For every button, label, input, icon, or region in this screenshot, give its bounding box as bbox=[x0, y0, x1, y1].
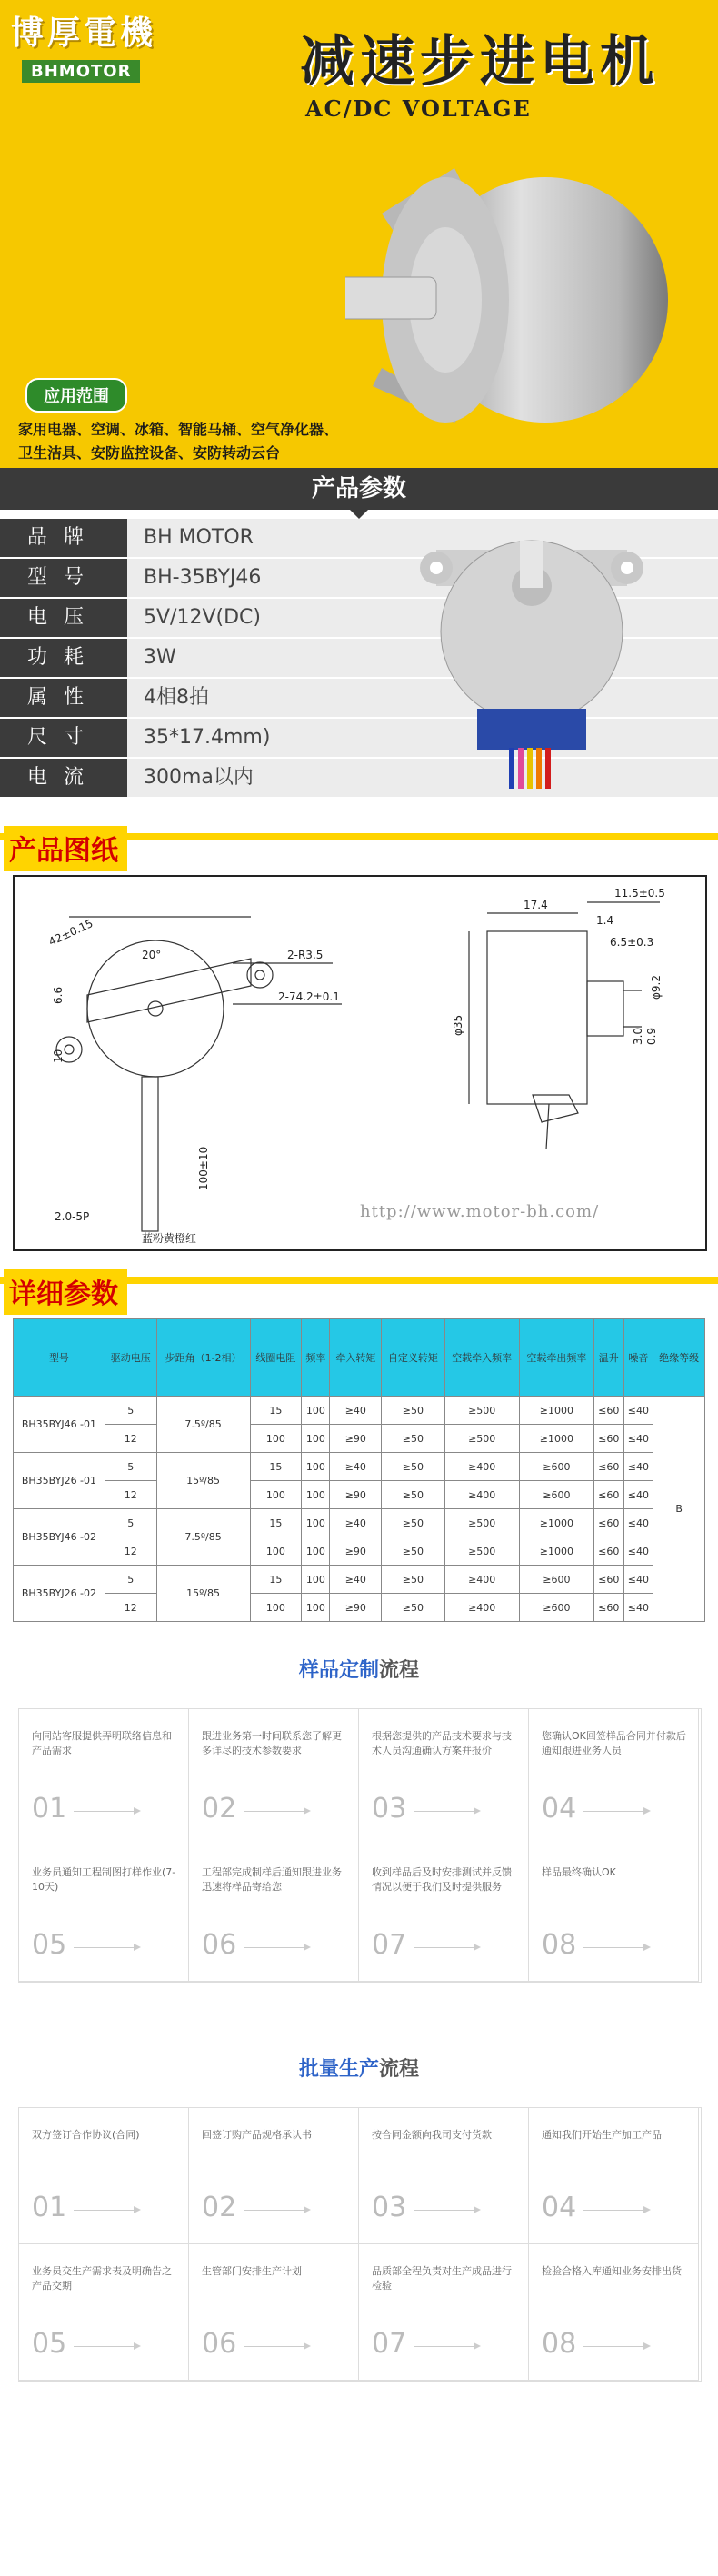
application-label: 应用范围 bbox=[25, 378, 127, 413]
spec-model: BH35BYJ46 -02 bbox=[14, 1509, 105, 1566]
flow-step-number: 07 bbox=[372, 1929, 407, 1961]
website-watermark: http://www.motor-bh.com/ bbox=[360, 1202, 600, 1221]
arrow-icon bbox=[583, 2346, 649, 2347]
dim-label: 42±0.15 bbox=[46, 917, 95, 949]
spec-cell: ≥40 bbox=[330, 1509, 382, 1537]
dim-label: 3.0 bbox=[632, 1027, 644, 1045]
flow-step-number: 01 bbox=[32, 2192, 67, 2223]
spec-cell: 100 bbox=[302, 1509, 330, 1537]
arrow-icon bbox=[74, 1811, 139, 1812]
arrow-icon bbox=[244, 1811, 309, 1812]
spec-row bbox=[14, 1566, 705, 1594]
flow-step-text: 通知我们开始生产加工产品 bbox=[542, 2129, 662, 2141]
spec-row bbox=[14, 1537, 705, 1566]
spec-cell: ≤60 bbox=[593, 1397, 623, 1425]
flow-step-text: 生管部门安排生产计划 bbox=[202, 2265, 302, 2277]
spec-header-cell: 空载牵入频率 bbox=[444, 1319, 519, 1397]
spec-cell: ≥500 bbox=[444, 1509, 519, 1537]
spec-cell: 100 bbox=[302, 1537, 330, 1566]
flow-step bbox=[359, 1709, 529, 1845]
wire-colors-label: 蓝粉黄橙红 bbox=[142, 1232, 197, 1245]
spec-cell: 12 bbox=[105, 1425, 156, 1453]
arrow-icon bbox=[583, 1811, 649, 1812]
flow-step bbox=[19, 2244, 189, 2381]
flow-step bbox=[529, 2108, 699, 2244]
spec-cell: ≥600 bbox=[519, 1453, 593, 1481]
spec-header-row bbox=[14, 1319, 705, 1397]
spec-cell: ≥40 bbox=[330, 1397, 382, 1425]
spec-header-cell: 绝缘等级 bbox=[653, 1319, 705, 1397]
spec-cell: ≤60 bbox=[593, 1481, 623, 1509]
spec-cell: 5 bbox=[105, 1397, 156, 1425]
drawing-title: 产品图纸 bbox=[4, 826, 127, 871]
spec-header-cell: 自定义转矩 bbox=[382, 1319, 444, 1397]
spec-cell: ≥50 bbox=[382, 1566, 444, 1594]
flow-step-text: 按合同金额向我司支付货款 bbox=[372, 2129, 492, 2141]
flow1-title-b: 流程 bbox=[379, 1659, 420, 1682]
spec-cell: 12 bbox=[105, 1594, 156, 1622]
spec-row bbox=[14, 1594, 705, 1622]
spec-cell: ≥400 bbox=[444, 1453, 519, 1481]
flow-step bbox=[529, 1845, 699, 1982]
params-title: 产品参数 bbox=[311, 475, 406, 502]
flow2-title-b: 流程 bbox=[379, 2058, 420, 2081]
spec-cell: ≥1000 bbox=[519, 1397, 593, 1425]
spec-cell: ≤40 bbox=[623, 1566, 653, 1594]
spec-cell: ≤40 bbox=[623, 1481, 653, 1509]
flow-step-number: 03 bbox=[372, 2192, 407, 2223]
spec-cell: ≥500 bbox=[444, 1397, 519, 1425]
arrow-icon bbox=[244, 2210, 309, 2211]
spec-title: 详细参数 bbox=[4, 1269, 127, 1315]
spec-cell: 15 bbox=[250, 1509, 302, 1537]
dim-label: φ9.2 bbox=[650, 975, 663, 1000]
hero-title: 减速步进电机 bbox=[300, 30, 660, 94]
flow-step bbox=[19, 1709, 189, 1845]
flow-step-number: 05 bbox=[32, 2328, 67, 2360]
flow-step bbox=[189, 2108, 359, 2244]
flow-step-text: 业务员交生产需求表及明确告之产品交期 bbox=[32, 2265, 172, 2292]
flow-step-number: 07 bbox=[372, 2328, 407, 2360]
dim-label: 6.5±0.3 bbox=[610, 936, 654, 949]
spec-cell: ≥500 bbox=[444, 1425, 519, 1453]
spec-cell: ≥90 bbox=[330, 1425, 382, 1453]
flow-step-text: 品质部全程负责对生产成品进行检验 bbox=[372, 2265, 512, 2292]
spec-cell: ≤40 bbox=[623, 1509, 653, 1537]
params-table bbox=[0, 510, 718, 826]
arrow-icon bbox=[244, 2346, 309, 2347]
spec-model: BH35BYJ46 -01 bbox=[14, 1397, 105, 1453]
spec-angle: 15º/85 bbox=[156, 1453, 250, 1509]
spec-cell: ≤60 bbox=[593, 1537, 623, 1566]
flow-step-number: 06 bbox=[202, 1929, 237, 1961]
arrow-icon bbox=[414, 2346, 479, 2347]
spec-cell: ≥90 bbox=[330, 1481, 382, 1509]
param-value: 35*17.4mm) bbox=[144, 726, 271, 749]
flow-step-number: 01 bbox=[32, 1793, 67, 1825]
flow-step-number: 02 bbox=[202, 1793, 237, 1825]
spec-model: BH35BYJ26 -01 bbox=[14, 1453, 105, 1509]
flow-step-number: 08 bbox=[542, 1929, 577, 1961]
flow-step-number: 04 bbox=[542, 2192, 577, 2223]
arrow-icon bbox=[583, 1947, 649, 1948]
flow-step-text: 跟进业务第一时间联系您了解更多详尽的技术参数要求 bbox=[202, 1730, 342, 1756]
spec-cell: ≥1000 bbox=[519, 1425, 593, 1453]
flow-step bbox=[189, 1709, 359, 1845]
spec-header-cell: 驱动电压 bbox=[105, 1319, 156, 1397]
param-key: 电流 bbox=[0, 759, 127, 797]
spec-cell: ≥40 bbox=[330, 1453, 382, 1481]
spec-cell: 15 bbox=[250, 1453, 302, 1481]
dim-label: 17.4 bbox=[524, 899, 548, 911]
spec-cell: 15 bbox=[250, 1397, 302, 1425]
dim-label: 2-R3.5 bbox=[287, 949, 324, 961]
param-key: 型号 bbox=[0, 559, 127, 597]
spec-cell: 12 bbox=[105, 1537, 156, 1566]
drawing-lines bbox=[15, 877, 705, 1249]
param-key: 尺寸 bbox=[0, 719, 127, 757]
motor-thumbnail bbox=[418, 522, 645, 795]
flow-step-text: 工程部完成制样后通知跟进业务迅速将样品寄给您 bbox=[202, 1866, 342, 1893]
spec-cell: ≤60 bbox=[593, 1566, 623, 1594]
spec-table bbox=[13, 1318, 705, 1622]
param-value: 3W bbox=[144, 646, 176, 669]
flow-step-text: 向同站客服提供弄明联络信息和产品需求 bbox=[32, 1730, 172, 1756]
dim-label: 2.0-5P bbox=[55, 1210, 90, 1223]
spec-header-cell: 温升 bbox=[593, 1319, 623, 1397]
spec-cell: 5 bbox=[105, 1566, 156, 1594]
flow1-title bbox=[0, 1655, 718, 1683]
spec-header bbox=[0, 1269, 718, 1318]
spec-cell: ≤40 bbox=[623, 1425, 653, 1453]
spec-cell: ≥600 bbox=[519, 1481, 593, 1509]
spec-cell: 5 bbox=[105, 1509, 156, 1537]
flow1-grid bbox=[18, 1708, 702, 1983]
spec-cell: ≥90 bbox=[330, 1537, 382, 1566]
flow-step bbox=[359, 2108, 529, 2244]
flow-step-text: 双方签订合作协议(合同) bbox=[32, 2129, 140, 2141]
dim-label: 6.6 bbox=[52, 986, 65, 1004]
spec-cell: 12 bbox=[105, 1481, 156, 1509]
spec-cell: 5 bbox=[105, 1453, 156, 1481]
arrow-icon bbox=[74, 1947, 139, 1948]
spec-cell: ≥600 bbox=[519, 1566, 593, 1594]
arrow-icon bbox=[414, 2210, 479, 2211]
flow-step bbox=[19, 2108, 189, 2244]
brand-logo-cn: 博厚電機 bbox=[11, 15, 157, 52]
spec-cell: ≤40 bbox=[623, 1537, 653, 1566]
flow-step-number: 08 bbox=[542, 2328, 577, 2360]
spec-row bbox=[14, 1397, 705, 1425]
hero-banner bbox=[0, 0, 718, 468]
brand-logo-en: BHMOTOR bbox=[22, 60, 140, 83]
spec-cell: ≥500 bbox=[444, 1537, 519, 1566]
spec-cell: ≥1000 bbox=[519, 1509, 593, 1537]
flow-step-number: 05 bbox=[32, 1929, 67, 1961]
param-value: 4相8拍 bbox=[144, 686, 209, 709]
spec-header-cell: 步距角（1-2相） bbox=[156, 1319, 250, 1397]
param-value: BH-35BYJ46 bbox=[144, 566, 262, 589]
spec-model: BH35BYJ26 -02 bbox=[14, 1566, 105, 1622]
spec-cell: ≥1000 bbox=[519, 1537, 593, 1566]
spec-cell: ≥400 bbox=[444, 1481, 519, 1509]
spec-header-cell: 牵入转矩 bbox=[330, 1319, 382, 1397]
dim-label: 20° bbox=[142, 949, 162, 961]
spec-angle: 15º/85 bbox=[156, 1566, 250, 1622]
spec-cell: ≤60 bbox=[593, 1509, 623, 1537]
flow-step-text: 检验合格入库通知业务安排出货 bbox=[542, 2265, 682, 2277]
technical-drawing bbox=[13, 875, 707, 1251]
flow-step-number: 03 bbox=[372, 1793, 407, 1825]
param-value: 300ma以内 bbox=[144, 766, 254, 789]
flow-step bbox=[19, 1845, 189, 1982]
dim-label: 0.9 bbox=[645, 1027, 658, 1045]
arrow-icon bbox=[414, 1947, 479, 1948]
arrow-icon bbox=[74, 2210, 139, 2211]
dim-label: 100±10 bbox=[197, 1146, 210, 1190]
motor-photo bbox=[345, 150, 673, 432]
spec-cell: ≥600 bbox=[519, 1594, 593, 1622]
flow-step-text: 根据您提供的产品技术要求与技术人员沟通确认方案并报价 bbox=[372, 1730, 512, 1756]
application-text: 家用电器、空调、冰箱、智能马桶、空气净化器、卫生洁具、安防监控设备、安防转动云台 bbox=[18, 421, 339, 462]
dim-label: φ35 bbox=[452, 1014, 464, 1036]
arrow-icon bbox=[244, 1947, 309, 1948]
spec-cell: ≥50 bbox=[382, 1509, 444, 1537]
dim-label: 10 bbox=[52, 1049, 65, 1063]
flow-step bbox=[529, 1709, 699, 1845]
spec-cell: ≥50 bbox=[382, 1453, 444, 1481]
flow-step bbox=[189, 1845, 359, 1982]
spec-cell: ≥50 bbox=[382, 1594, 444, 1622]
param-key: 属性 bbox=[0, 679, 127, 717]
spec-cell: ≥400 bbox=[444, 1594, 519, 1622]
spec-cell: 100 bbox=[302, 1425, 330, 1453]
dim-label: 2-74.2±0.1 bbox=[278, 990, 340, 1003]
spec-cell: ≥90 bbox=[330, 1594, 382, 1622]
spec-row bbox=[14, 1509, 705, 1537]
spec-cell: 100 bbox=[250, 1481, 302, 1509]
arrow-icon bbox=[414, 1811, 479, 1812]
flow-step-text: 收到样品后及时安排测试并反馈情况以便于我们及时提供服务 bbox=[372, 1866, 512, 1893]
spec-header-cell: 频率 bbox=[302, 1319, 330, 1397]
spec-cell: 15 bbox=[250, 1566, 302, 1594]
spec-cell: ≥50 bbox=[382, 1425, 444, 1453]
spec-cell: ≥40 bbox=[330, 1566, 382, 1594]
flow2-grid bbox=[18, 2107, 702, 2382]
spec-cell: ≥50 bbox=[382, 1397, 444, 1425]
spec-cell: ≤40 bbox=[623, 1397, 653, 1425]
param-key: 电压 bbox=[0, 599, 127, 637]
param-key: 品牌 bbox=[0, 519, 127, 557]
dim-label: 1.4 bbox=[596, 914, 614, 927]
flow-step-text: 您确认OK回签样品合同并付款后通知跟进业务人员 bbox=[542, 1730, 686, 1756]
params-header bbox=[0, 468, 718, 510]
flow-step bbox=[359, 1845, 529, 1982]
spec-table-wrap bbox=[13, 1318, 705, 1622]
spec-cell: 100 bbox=[250, 1425, 302, 1453]
spec-cell: 100 bbox=[250, 1594, 302, 1622]
param-value: 5V/12V(DC) bbox=[144, 606, 261, 629]
spec-header-cell: 型号 bbox=[14, 1319, 105, 1397]
spec-angle: 7.5º/85 bbox=[156, 1397, 250, 1453]
flow1-title-a: 样品定制 bbox=[298, 1659, 379, 1682]
spec-cell: ≥50 bbox=[382, 1481, 444, 1509]
spec-angle: 7.5º/85 bbox=[156, 1509, 250, 1566]
spec-cell: 100 bbox=[302, 1397, 330, 1425]
arrow-icon bbox=[583, 2210, 649, 2211]
spec-cell: 100 bbox=[302, 1594, 330, 1622]
spec-cell: 100 bbox=[250, 1537, 302, 1566]
flow2-title bbox=[0, 2054, 718, 2082]
drawing-header bbox=[0, 826, 718, 875]
spec-row bbox=[14, 1425, 705, 1453]
param-value: BH MOTOR bbox=[144, 526, 254, 549]
spec-cell: ≤40 bbox=[623, 1594, 653, 1622]
flow-step-number: 02 bbox=[202, 2192, 237, 2223]
spec-cell: ≥50 bbox=[382, 1537, 444, 1566]
flow-step-number: 06 bbox=[202, 2328, 237, 2360]
spec-cell: ≤40 bbox=[623, 1453, 653, 1481]
spec-cell: ≤60 bbox=[593, 1425, 623, 1453]
flow-step-text: 样品最终确认OK bbox=[542, 1866, 616, 1878]
flow-step bbox=[189, 2244, 359, 2381]
spec-body bbox=[14, 1397, 705, 1622]
flow-step bbox=[529, 2244, 699, 2381]
flow2-title-a: 批量生产 bbox=[298, 2058, 379, 2081]
spec-cell: 100 bbox=[302, 1566, 330, 1594]
flow-step-text: 回签订购产品规格承认书 bbox=[202, 2129, 312, 2141]
hero-subtitle: AC/DC VOLTAGE bbox=[305, 95, 532, 122]
spec-header-cell: 噪音 bbox=[623, 1319, 653, 1397]
spec-cell: ≤60 bbox=[593, 1453, 623, 1481]
spec-cell: 100 bbox=[302, 1453, 330, 1481]
spec-header-cell: 线圈电阻 bbox=[250, 1319, 302, 1397]
spec-cell: ≥400 bbox=[444, 1566, 519, 1594]
spec-row bbox=[14, 1453, 705, 1481]
dim-label: 11.5±0.5 bbox=[614, 887, 665, 900]
flow-step-number: 04 bbox=[542, 1793, 577, 1825]
spec-header-cell: 空载牵出频率 bbox=[519, 1319, 593, 1397]
param-key: 功耗 bbox=[0, 639, 127, 677]
spec-insulation: B bbox=[653, 1397, 705, 1622]
spec-cell: ≤60 bbox=[593, 1594, 623, 1622]
spec-cell: 100 bbox=[302, 1481, 330, 1509]
spec-row bbox=[14, 1481, 705, 1509]
flow-step-text: 业务员通知工程制图打样作业(7-10天) bbox=[32, 1866, 176, 1893]
flow-step bbox=[359, 2244, 529, 2381]
arrow-icon bbox=[74, 2346, 139, 2347]
